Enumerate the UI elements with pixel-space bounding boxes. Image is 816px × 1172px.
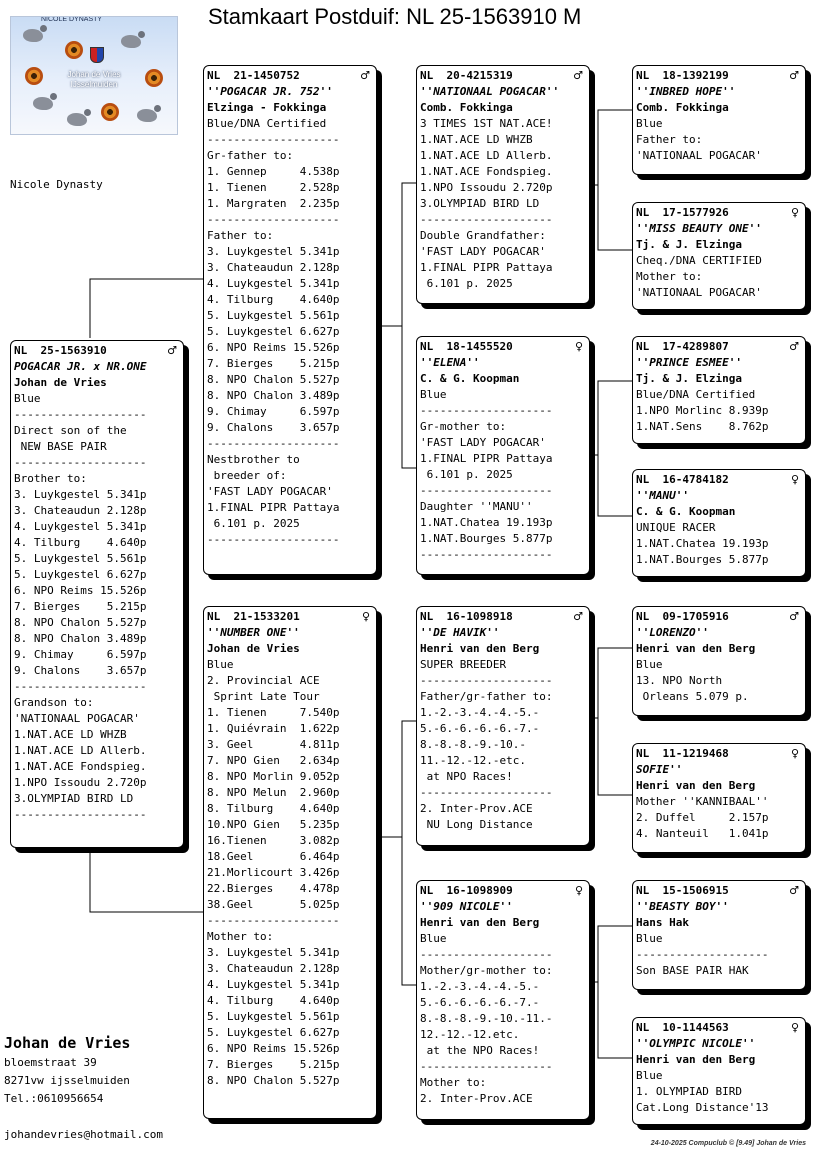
card-line: Blue	[636, 932, 663, 945]
owner-street: bloemstraat 39	[4, 1056, 97, 1069]
card-line: 1.NAT.ACE LD Allerb.	[420, 149, 553, 162]
card-line: --------------------	[207, 437, 340, 450]
pigeon-card-subject[interactable]	[10, 340, 184, 848]
card-line: 1.FINAL PIPR Pattaya	[420, 261, 553, 274]
breeder-name: Hans Hak	[636, 916, 689, 929]
card-line: 'NATIONAAL POGACAR'	[636, 149, 762, 162]
ring-number: NL 16-1098918	[420, 610, 513, 623]
card-line: 1.NPO Issoudu 2.720p	[420, 181, 553, 194]
card-line: Father to:	[636, 133, 703, 146]
breeder-name: Henri van den Berg	[636, 642, 756, 655]
card-line: 7. NPO Gien 2.634p	[207, 754, 340, 767]
card-line: 1. Gennep 4.538p	[207, 165, 340, 178]
card-line: --------------------	[207, 133, 340, 146]
card-line: 1. Margraten 2.235p	[207, 197, 340, 210]
card-line: 3.OLYMPIAD BIRD LD	[420, 197, 540, 210]
owner-name: Johan de Vries	[4, 1034, 131, 1052]
card-line: --------------------	[420, 404, 553, 417]
card-line: 1. Tienen 2.528p	[207, 181, 340, 194]
card-line: 8. NPO Melun 2.960p	[207, 786, 340, 799]
card-line: --------------------	[420, 674, 553, 687]
breeder-name: Henri van den Berg	[420, 916, 540, 929]
card-line: 1.NAT.ACE Fondspieg.	[14, 760, 147, 773]
pigeon-name: ''POGACAR JR. 752''	[207, 85, 333, 98]
card-line: Blue	[636, 117, 663, 130]
card-line: 7. Bierges 5.215p	[14, 600, 147, 613]
card-line: Son BASE PAIR HAK	[636, 964, 749, 977]
card-line: 7. Bierges 5.215p	[207, 1058, 340, 1071]
pigeon-name: ''NATIONAAL POGACAR''	[420, 85, 560, 98]
pigeon-name: POGACAR JR. x NR.ONE	[14, 360, 147, 373]
breeder-name: Tj. & J. Elzinga	[636, 238, 742, 251]
card-line: --------------------	[420, 1060, 553, 1073]
card-line: 3 TIMES 1ST NAT.ACE!	[420, 117, 553, 130]
footer-credit: 24-10-2025 Compuclub © [9.49] Johan de Vries	[650, 1140, 806, 1147]
sex-symbol-icon: ♂	[167, 344, 177, 357]
card-line: 3. Chateaudun 2.128p	[207, 261, 340, 274]
ring-number: NL 16-4784182	[636, 473, 729, 486]
pigeon-card-mff[interactable]	[632, 606, 806, 716]
pigeon-name: ''BEASTY BOY''	[636, 900, 729, 913]
ring-number: NL 18-1392199	[636, 69, 729, 82]
sex-symbol-icon: ♂	[573, 610, 583, 623]
card-line: 8. NPO Chalon 3.489p	[207, 389, 340, 402]
ring-number: NL 10-1144563	[636, 1021, 729, 1034]
card-line: Mother to:	[420, 1076, 487, 1089]
card-line: 8. NPO Morlin 9.052p	[207, 770, 340, 783]
card-line: 3. Luykgestel 5.341p	[207, 245, 340, 258]
card-line: 8. NPO Chalon 3.489p	[14, 632, 147, 645]
card-line: Blue	[636, 658, 663, 671]
pigeon-name: ''NUMBER ONE''	[207, 626, 300, 639]
card-line: Mother/gr-mother to:	[420, 964, 553, 977]
card-line: 6.101 p. 2025	[420, 277, 513, 290]
card-line: 22.Bierges 4.478p	[207, 882, 340, 895]
ring-number: NL 11-1219468	[636, 747, 729, 760]
breeder-name: Comb. Fokkinga	[636, 101, 729, 114]
card-line: 2. Provincial ACE	[207, 674, 320, 687]
sex-symbol-icon: ♀	[790, 1021, 799, 1034]
card-line: 8.-8.-8.-9.-10.-	[420, 738, 526, 751]
card-line: --------------------	[420, 786, 553, 799]
card-line: Blue	[14, 392, 41, 405]
card-line: --------------------	[14, 808, 147, 821]
ring-number: NL 21-1533201	[207, 610, 300, 623]
breeder-name: Tj. & J. Elzinga	[636, 372, 742, 385]
pigeon-card-ffm[interactable]	[632, 202, 806, 310]
card-line: 5.-6.-6.-6.-6.-7.-	[420, 996, 540, 1009]
card-line: Father to:	[207, 229, 274, 242]
card-line: Orleans 5.079 p.	[636, 690, 749, 703]
card-line: 1.NAT.Bourges 5.877p	[420, 532, 553, 545]
card-line: --------------------	[207, 213, 340, 226]
card-line: 9. Chimay 6.597p	[14, 648, 147, 661]
card-line: 3. Geel 4.811p	[207, 738, 340, 751]
pigeon-card-mf[interactable]	[416, 606, 590, 846]
card-line: 8. NPO Chalon 5.527p	[207, 1074, 340, 1087]
card-line: Blue	[420, 388, 447, 401]
card-line: 2. Duffel 2.157p	[636, 811, 769, 824]
card-line: 6. NPO Reims 15.526p	[207, 1042, 340, 1055]
card-line: Double Grandfather:	[420, 229, 546, 242]
card-line: 38.Geel 5.025p	[207, 898, 340, 911]
card-line: 3. Luykgestel 5.341p	[14, 488, 147, 501]
card-line: 4. Tilburg 4.640p	[207, 293, 340, 306]
pigeon-name: ''OLYMPIC NICOLE''	[636, 1037, 756, 1050]
owner-address	[4, 1034, 163, 1144]
pigeon-name: ''DE HAVIK''	[420, 626, 500, 639]
card-line: 1.NAT.ACE Fondspieg.	[420, 165, 553, 178]
card-line: 8. NPO Chalon 5.527p	[14, 616, 147, 629]
sex-symbol-icon: ♂	[789, 340, 799, 353]
card-line: Cat.Long Distance'13	[636, 1101, 769, 1114]
breeder-name: Henri van den Berg	[420, 642, 540, 655]
page-title: Stamkaart Postduif: NL 25-1563910 M	[208, 4, 582, 29]
card-line: 4. Tilburg 4.640p	[14, 536, 147, 549]
card-line: 8.-8.-8.-9.-10.-11.-	[420, 1012, 553, 1025]
card-line: 2. Inter-Prov.ACE	[420, 802, 533, 815]
card-line: 6. NPO Reims 15.526p	[207, 341, 340, 354]
card-line: 2. Inter-Prov.ACE	[420, 1092, 533, 1105]
sex-symbol-icon: ♂	[789, 610, 799, 623]
card-line: 'FAST LADY POGACAR'	[420, 436, 546, 449]
card-line: 1. Tienen 7.540p	[207, 706, 340, 719]
card-line: 9. Chalons 3.657p	[14, 664, 147, 677]
logo-owner: Johan de Vries IJsselmuiden	[67, 70, 121, 89]
card-line: 6.101 p. 2025	[420, 468, 513, 481]
card-line: 13. NPO North	[636, 674, 723, 687]
card-line: 1.FINAL PIPR Pattaya	[420, 452, 553, 465]
card-line: 1.NPO Issoudu 2.720p	[14, 776, 147, 789]
pigeon-card-mm[interactable]	[416, 880, 590, 1120]
pigeon-card-mmm[interactable]	[632, 1017, 806, 1125]
card-line: 5. Luykgestel 5.561p	[207, 1010, 340, 1023]
card-line: --------------------	[420, 213, 553, 226]
ring-number: NL 15-1506915	[636, 884, 729, 897]
card-line: 1.NAT.ACE LD WHZB	[14, 728, 127, 741]
ring-number: NL 25-1563910	[14, 344, 107, 357]
pigeon-name: SOFIE''	[636, 763, 683, 776]
card-line: 1.-2.-3.-4.-4.-5.-	[420, 980, 540, 993]
sex-symbol-icon: ♀	[790, 206, 799, 219]
pigeon-name: ''MANU''	[636, 489, 689, 502]
card-line: Daughter ''MANU''	[420, 500, 533, 513]
pigeon-card-mmf[interactable]	[632, 880, 806, 990]
card-line: 16.Tienen 3.082p	[207, 834, 340, 847]
card-line: 6.101 p. 2025	[207, 517, 300, 530]
breeder-name: Comb. Fokkinga	[420, 101, 513, 114]
breeder-name: Johan de Vries	[14, 376, 107, 389]
card-line: Direct son of the	[14, 424, 127, 437]
card-line: Gr-mother to:	[420, 420, 507, 433]
pigeon-name: ''INBRED HOPE''	[636, 85, 736, 98]
card-line: 4. Nanteuil 1.041p	[636, 827, 769, 840]
card-line: --------------------	[207, 914, 340, 927]
card-line: 10.NPO Gien 5.235p	[207, 818, 340, 831]
card-line: 6. NPO Reims 15.526p	[14, 584, 147, 597]
breeder-name: C. & G. Koopman	[420, 372, 520, 385]
ring-number: NL 20-4215319	[420, 69, 513, 82]
card-line: Brother to:	[14, 472, 87, 485]
sex-symbol-icon: ♂	[360, 69, 370, 82]
pigeon-name: ''909 NICOLE''	[420, 900, 513, 913]
card-line: Grandson to:	[14, 696, 94, 709]
card-line: 12.-12.-12.etc.	[420, 1028, 520, 1041]
pigeon-card-ff[interactable]	[416, 65, 590, 304]
pigeon-card-father[interactable]	[203, 65, 377, 575]
card-line: 5. Luykgestel 5.561p	[207, 309, 340, 322]
card-line: 8. Tilburg 4.640p	[207, 802, 340, 815]
card-line: --------------------	[207, 533, 340, 546]
card-line: 21.Morlicourt 3.426p	[207, 866, 340, 879]
dynasty-label: Nicole Dynasty	[10, 178, 103, 191]
card-line: 1.NAT.ACE LD WHZB	[420, 133, 533, 146]
breeder-name: C. & G. Koopman	[636, 505, 736, 518]
card-line: Mother to:	[636, 270, 703, 283]
card-line: --------------------	[636, 948, 769, 961]
card-line: Sprint Late Tour	[207, 690, 320, 703]
sex-symbol-icon: ♀	[790, 473, 799, 486]
card-line: NEW BASE PAIR	[14, 440, 107, 453]
card-line: 18.Geel 6.464p	[207, 850, 340, 863]
card-line: 1. OLYMPIAD BIRD	[636, 1085, 742, 1098]
card-line: 3.OLYMPIAD BIRD LD	[14, 792, 134, 805]
card-line: 5. Luykgestel 6.627p	[207, 325, 340, 338]
card-line: Gr-father to:	[207, 149, 294, 162]
sex-symbol-icon: ♂	[789, 69, 799, 82]
card-line: 1.NAT.Chatea 19.193p	[636, 537, 769, 550]
card-line: Blue	[420, 932, 447, 945]
card-line: 5. Luykgestel 6.627p	[14, 568, 147, 581]
card-line: 5. Luykgestel 5.561p	[14, 552, 147, 565]
card-line: Cheq./DNA CERTIFIED	[636, 254, 762, 267]
card-line: 3. Chateaudun 2.128p	[207, 962, 340, 975]
ring-number: NL 16-1098909	[420, 884, 513, 897]
card-line: 8. NPO Chalon 5.527p	[207, 373, 340, 386]
card-line: SUPER BREEDER	[420, 658, 507, 671]
card-line: 9. Chalons 3.657p	[207, 421, 340, 434]
card-line: --------------------	[420, 484, 553, 497]
pigeon-card-fmf[interactable]	[632, 336, 806, 444]
ring-number: NL 18-1455520	[420, 340, 513, 353]
card-line: --------------------	[14, 408, 147, 421]
card-line: 1. Quiévrain 1.622p	[207, 722, 340, 735]
pigeon-card-fmm[interactable]	[632, 469, 806, 577]
card-line: 'NATIONAAL POGACAR'	[636, 286, 762, 299]
card-line: 11.-12.-12.-etc.	[420, 754, 526, 767]
card-line: --------------------	[14, 680, 147, 693]
card-line: 1.NAT.Chatea 19.193p	[420, 516, 553, 529]
card-line: 4. Luykgestel 5.341p	[207, 978, 340, 991]
sex-symbol-icon: ♀	[574, 340, 583, 353]
card-line: 'FAST LADY POGACAR'	[420, 245, 546, 258]
card-line: at the NPO Races!	[420, 1044, 540, 1057]
owner-city: 8271vw ijsselmuiden	[4, 1074, 130, 1087]
card-line: at NPO Races!	[420, 770, 513, 783]
card-line: Nestbrother to	[207, 453, 300, 466]
card-line: --------------------	[420, 548, 553, 561]
card-line: Mother to:	[207, 930, 274, 943]
pigeon-name: ''PRINCE ESMEE''	[636, 356, 742, 369]
card-line: Mother ''KANNIBAAL''	[636, 795, 769, 808]
card-line: 1.NAT.ACE LD Allerb.	[14, 744, 147, 757]
card-line: 4. Luykgestel 5.341p	[14, 520, 147, 533]
card-line: NU Long Distance	[420, 818, 533, 831]
ring-number: NL 17-1577926	[636, 206, 729, 219]
card-line: UNIQUE RACER	[636, 521, 716, 534]
card-line: Blue/DNA Certified	[636, 388, 756, 401]
card-line: Blue	[636, 1069, 663, 1082]
card-line: 4. Tilburg 4.640p	[207, 994, 340, 1007]
owner-tel: Tel.:0610956654	[4, 1092, 104, 1105]
card-line: 3. Luykgestel 5.341p	[207, 946, 340, 959]
breeder-name: Henri van den Berg	[636, 779, 756, 792]
sex-symbol-icon: ♀	[361, 610, 370, 623]
card-line: 4. Luykgestel 5.341p	[207, 277, 340, 290]
owner-email[interactable]: johandevries@hotmail.com	[4, 1128, 163, 1141]
card-line: 1.-2.-3.-4.-4.-5.-	[420, 706, 540, 719]
card-line: 1.NAT.Bourges 5.877p	[636, 553, 769, 566]
sex-symbol-icon: ♀	[790, 747, 799, 760]
card-line: 3. Chateaudun 2.128p	[14, 504, 147, 517]
pigeon-card-fff[interactable]	[632, 65, 806, 175]
ring-number: NL 21-1450752	[207, 69, 300, 82]
ring-number: NL 09-1705916	[636, 610, 729, 623]
breeder-name: Johan de Vries	[207, 642, 300, 655]
card-line: --------------------	[420, 948, 553, 961]
card-line: --------------------	[14, 456, 147, 469]
sex-symbol-icon: ♂	[573, 69, 583, 82]
card-line: 'FAST LADY POGACAR'	[207, 485, 333, 498]
ring-number: NL 17-4289807	[636, 340, 729, 353]
card-line: 5.-6.-6.-6.-6.-7.-	[420, 722, 540, 735]
logo-title: NICOLE DYNASTY	[41, 16, 103, 23]
card-line: 1.FINAL PIPR Pattaya	[207, 501, 340, 514]
card-line: Blue	[207, 658, 234, 671]
pigeon-name: ''LORENZO''	[636, 626, 709, 639]
card-line: 9. Chimay 6.597p	[207, 405, 340, 418]
breeder-name: Elzinga - Fokkinga	[207, 101, 327, 114]
card-line: 5. Luykgestel 6.627p	[207, 1026, 340, 1039]
card-line: Blue/DNA Certified	[207, 117, 327, 130]
pigeon-name: ''ELENA''	[420, 356, 480, 369]
sex-symbol-icon: ♂	[789, 884, 799, 897]
pigeon-name: ''MISS BEAUTY ONE''	[636, 222, 762, 235]
sex-symbol-icon: ♀	[574, 884, 583, 897]
card-line: 'NATIONAAL POGACAR'	[14, 712, 140, 725]
card-line: breeder of:	[207, 469, 287, 482]
card-line: Father/gr-father to:	[420, 690, 553, 703]
pigeon-card-mfm[interactable]	[632, 743, 806, 853]
breeder-name: Henri van den Berg	[636, 1053, 756, 1066]
card-line: 7. Bierges 5.215p	[207, 357, 340, 370]
pigeon-card-fm[interactable]	[416, 336, 590, 575]
card-line: 1.NPO Morlinc 8.939p	[636, 404, 769, 417]
pigeon-card-mother[interactable]	[203, 606, 377, 1119]
card-line: 1.NAT.Sens 8.762p	[636, 420, 769, 433]
